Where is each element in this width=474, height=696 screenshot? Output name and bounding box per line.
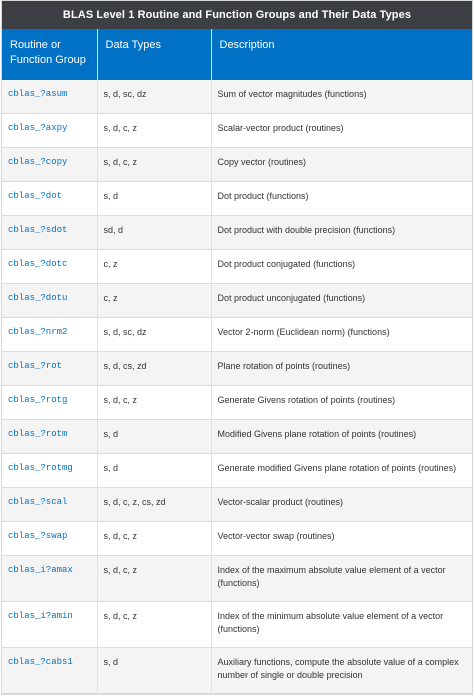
data-types-cell: c, z xyxy=(103,293,118,303)
description-cell: Generate modified Givens plane rotation of points (routines) xyxy=(217,463,457,473)
table-row xyxy=(2,454,472,488)
data-types-cell: c, z xyxy=(103,259,118,269)
description-cell: Sum of vector magnitudes (functions) xyxy=(217,89,367,99)
description-cell: Modified Givens plane rotation of points (routines) xyxy=(217,429,417,439)
data-types-cell: s, d xyxy=(103,429,119,439)
data-types-cell: s, d xyxy=(103,657,119,667)
table-row xyxy=(2,488,472,522)
description-cell: Dot product (functions) xyxy=(217,191,309,201)
description-cell: Vector-vector swap (routines) xyxy=(217,531,335,541)
header-data-types: Data Types xyxy=(97,29,211,80)
table-row xyxy=(2,80,472,114)
table-row xyxy=(2,216,472,250)
routine-link[interactable]: cblas_i?amin xyxy=(8,611,73,621)
data-types-cell: s, d, c, z xyxy=(103,157,138,167)
routine-link[interactable]: cblas_?dot xyxy=(8,191,63,201)
routine-link[interactable]: cblas_?cabs1 xyxy=(8,657,73,667)
description-cell: Index of the maximum absolute value element of a vector (functions) xyxy=(217,565,446,588)
description-cell: Copy vector (routines) xyxy=(217,157,307,167)
routine-link[interactable]: cblas_?copy xyxy=(8,157,68,167)
description-cell: Vector 2-norm (Euclidean norm) (functions) xyxy=(217,327,390,337)
routine-link[interactable]: cblas_?dotc xyxy=(8,259,68,269)
header-routine: Routine or Function Group xyxy=(2,29,97,80)
table-row xyxy=(2,556,472,602)
table-row xyxy=(2,352,472,386)
routine-link[interactable]: cblas_i?amax xyxy=(8,565,73,575)
routine-link[interactable]: cblas_?swap xyxy=(8,531,68,541)
data-types-cell: s, d, c, z xyxy=(103,565,138,575)
routine-link[interactable]: cblas_?rotm xyxy=(8,429,68,439)
table-row xyxy=(2,250,472,284)
description-cell: Index of the minimum absolute value element of a vector (functions) xyxy=(217,611,444,634)
data-types-cell: s, d, c, z, cs, zd xyxy=(103,497,166,507)
data-types-cell: s, d, c, z xyxy=(103,531,138,541)
table-caption: BLAS Level 1 Routine and Function Groups and Their Data Types xyxy=(2,1,472,29)
table-row xyxy=(2,648,472,694)
data-types-cell: s, d xyxy=(103,191,119,201)
routine-link[interactable]: cblas_?rotg xyxy=(8,395,68,405)
table-row xyxy=(2,602,472,648)
table-row xyxy=(2,318,472,352)
blas-level1-table xyxy=(2,29,472,694)
table-header-row xyxy=(2,29,472,80)
routine-link[interactable]: cblas_?axpy xyxy=(8,123,68,133)
routine-link[interactable]: cblas_?sdot xyxy=(8,225,68,235)
routine-link[interactable]: cblas_?nrm2 xyxy=(8,327,68,337)
data-types-cell: s, d, sc, dz xyxy=(103,89,147,99)
data-types-cell: s, d, sc, dz xyxy=(103,327,147,337)
data-types-cell: s, d xyxy=(103,463,119,473)
description-cell: Plane rotation of points (routines) xyxy=(217,361,351,371)
routine-link[interactable]: cblas_?dotu xyxy=(8,293,68,303)
description-cell: Auxiliary functions, compute the absolute value of a complex number of single or double precision xyxy=(217,657,459,680)
table-row xyxy=(2,522,472,556)
table-row xyxy=(2,386,472,420)
table-row xyxy=(2,420,472,454)
routine-link[interactable]: cblas_?rotmg xyxy=(8,463,73,473)
table-row xyxy=(2,182,472,216)
description-cell: Vector-scalar product (routines) xyxy=(217,497,344,507)
description-cell: Generate Givens rotation of points (routines) xyxy=(217,395,396,405)
description-cell: Dot product conjugated (functions) xyxy=(217,259,356,269)
description-cell: Dot product with double precision (functions) xyxy=(217,225,396,235)
description-cell: Scalar-vector product (routines) xyxy=(217,123,344,133)
routine-link[interactable]: cblas_?scal xyxy=(8,497,68,507)
data-types-cell: s, d, c, z xyxy=(103,395,138,405)
header-description: Description xyxy=(211,29,472,80)
table-row xyxy=(2,284,472,318)
table-row xyxy=(2,114,472,148)
blas-table-container xyxy=(1,0,473,695)
table-row xyxy=(2,148,472,182)
description-cell: Dot product unconjugated (functions) xyxy=(217,293,366,303)
data-types-cell: s, d, c, z xyxy=(103,123,138,133)
data-types-cell: s, d, cs, zd xyxy=(103,361,147,371)
data-types-cell: s, d, c, z xyxy=(103,611,138,621)
data-types-cell: sd, d xyxy=(103,225,124,235)
routine-link[interactable]: cblas_?asum xyxy=(8,89,68,99)
routine-link[interactable]: cblas_?rot xyxy=(8,361,63,371)
